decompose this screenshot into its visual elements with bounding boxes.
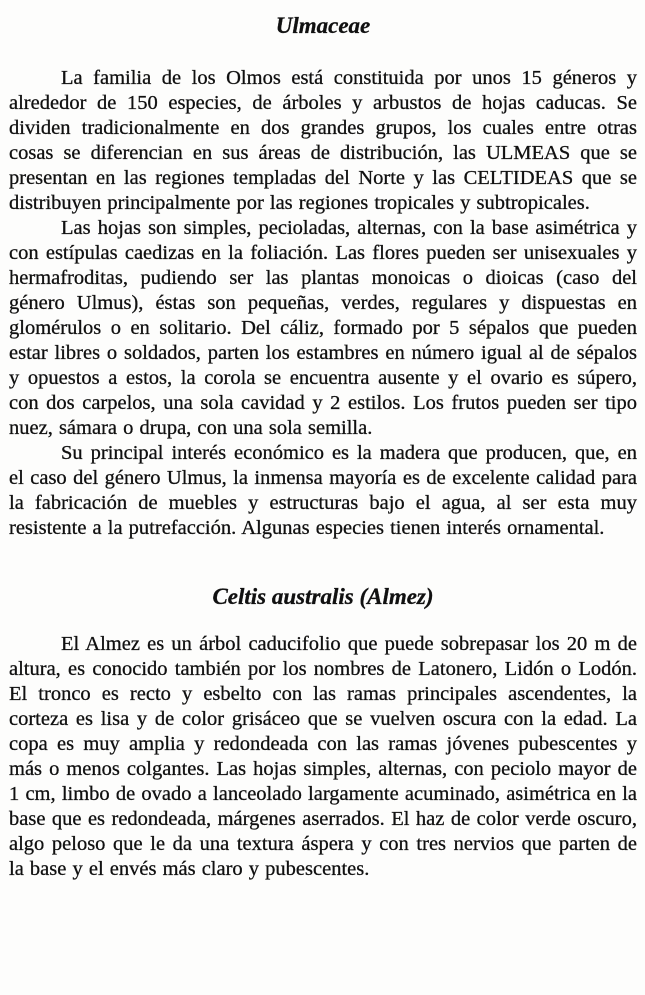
paragraph-ulmaceae-family: La familia de los Olmos está constituida por unos 15 géneros y alrededor de 150 especies, de árboles y arbustos de hojas caducas. Se dividen tradicionalmente en dos grandes grupos, los cuales entre otras cosas se diferencian en sus áreas de distribución, las ULMEAS que se presentan en las regiones templadas del Norte y las CELTIDEAS que se distribuyen principalmente por las regiones tropicales y subtropicales.: [9, 67, 637, 214]
section-heading-celtis-australis: Celtis australis (Almez): [212, 584, 434, 609]
section-heading-ulmaceae: Ulmaceae: [275, 13, 371, 38]
paragraph-ulmaceae-economic-interest: Su principal interés económico es la madera que producen, que, en el caso del género Ulmus, la inmensa mayoría es de excelente calidad para la fabricación de muebles y estructuras bajo el agua, al ser esta muy resistente a la putrefacción. Algunas especies tienen interés ornamental.: [9, 442, 637, 539]
paragraph-celtis-description: El Almez es un árbol caducifolio que puede sobrepasar los 20 m de altura, es conocido también por los nombres de Latonero, Lidón o Lodón. El tronco es recto y esbelto con las ramas principales ascendentes, la corteza es lisa y de color grisáceo que se vuelven oscura con la edad. La copa es muy amplia y redondeada con las ramas jóvenes pubescentes y más o menos colgantes. Las hojas simples, alternas, con peciolo mayor de 1 cm, limbo de ovado a lanceolado largamente acuminado, asimétrica en la base que es redondeada, márgenes aserrados. El haz de color verde oscuro, algo peloso que le da una textura áspera y con tres nervios que parten de la base y el envés más claro y pubescentes.: [9, 633, 637, 880]
paragraph-ulmaceae-leaves-flowers: Las hojas son simples, pecioladas, alternas, con la base asimétrica y con estípulas caedizas en la foliación. Las flores pueden ser unisexuales y hermafroditas, pudiendo ser las plantas monoicas o dioicas (caso del género Ulmus), éstas son pequeñas, verdes, regulares y dispuestas en glomérulos o en solitario. Del cáliz, formado por 5 sépalos que pueden estar libres o soldados, parten los estambres en número igual al de sépalos y opuestos a estos, la corola se encuentra ausente y el ovario es súpero, con dos carpelos, una sola cavidad y 2 estilos. Los frutos pueden ser tipo nuez, sámara o drupa, con una sola semilla.: [9, 217, 637, 439]
